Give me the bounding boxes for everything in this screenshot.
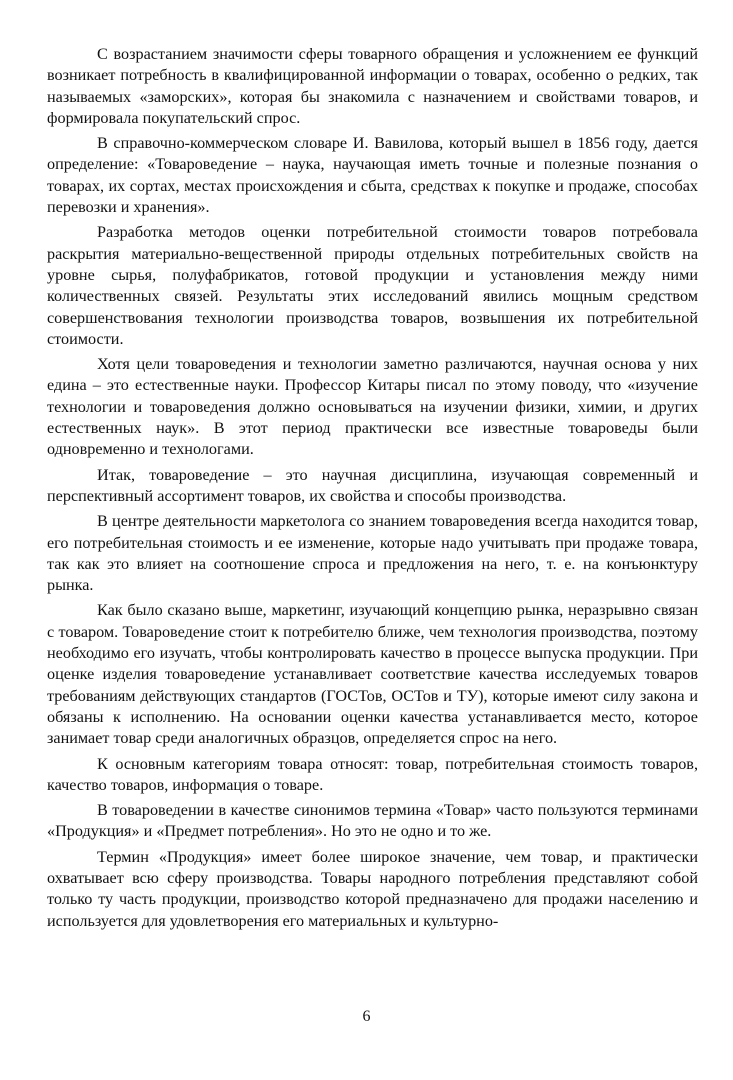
paragraph-9: В товароведении в качестве синонимов термина «Товар» часто пользуются терминами «Продукция» и «Предмет потребления». Но это не одно и то же. <box>47 801 698 841</box>
paragraph-4: Хотя цели товароведения и технологии заметно различаются, научная основа у них едина – это естественные науки. Профессор Китары писал по этому поводу, что «изучение технологии и товароведения должно основываться на изучении физики, химии, и других естественных наук». В этот период практически все известные товароведы были одновременно и технологами. <box>47 355 698 459</box>
paragraph-5: Итак, товароведение – это научная дисциплина, изучающая современный и перспективный ассортимент товаров, их свойства и способы производства. <box>47 465 698 505</box>
paragraph-6: В центре деятельности маркетолога со знанием товароведения всегда находится товар, его потребительная стоимость и ее изменение, которые надо учитывать при продаже товара, так как это влияет на соотношение спроса и предложения на него, т. е. на конъюнктуру рынка. <box>47 512 698 595</box>
paragraph-7: Как было сказано выше, маркетинг, изучающий концепцию рынка, неразрывно связан с товаром. Товароведение стоит к потребителю ближе, чем технология производства, поэтому необходимо его изучать, чтобы контролировать качество в процессе выпуска продукции. При оценке изделия товароведение устанавливает соответствие качества исследуемых товаров требованиям действующих стандартов (ГОСТов, ОСТов и ТУ), которые имеют силу закона и обязаны к исполнению. На основании оценки качества устанавливается место, которое занимает товар среди аналогичных образцов, определяется спрос на него. <box>47 601 698 748</box>
paragraph-2: В справочно-коммерческом словаре И. Вавилова, который вышел в 1856 году, дается определение: «Товароведение – наука, научающая иметь точные и полезные познания о товарах, их сортах, местах происхождения и сбыта, средствах к покупке и продаже, способах перевозки и хранения». <box>47 134 698 217</box>
paragraph-8: К основным категориям товара относят: товар, потребительная стоимость товаров, качество товаров, информация о товаре. <box>47 754 698 794</box>
paragraph-3: Разработка методов оценки потребительной стоимости товаров потребовала раскрытия материально-вещественной природы отдельных потребительных свойств на уровне сырья, полуфабрикатов, готовой продукции и установления между ними количественных связей. Результаты этих исследований явились мощным средством совершенствования технологии производства товаров, возвышения их потребительной стоимости. <box>47 223 698 348</box>
paragraph-10: Термин «Продукция» имеет более широкое значение, чем товар, и практически охватывает всю сферу производства. Товары народного потребления представляют собой только ту часть продукции, производство которой предназначено для продажи населению и используется для удовлетворения его материальных и культурно- <box>47 847 698 930</box>
body-text <box>47 44 698 936</box>
paragraph-1: С возрастанием значимости сферы товарного обращения и усложнением ее функций возникает потребность в квалифицированной информации о товарах, особенно о редких, так называемых «заморских», которая бы знакомила с назначением и свойствами товаров, и формировала покупательский спрос. <box>47 45 698 127</box>
page-number: 6 <box>362 1008 371 1025</box>
